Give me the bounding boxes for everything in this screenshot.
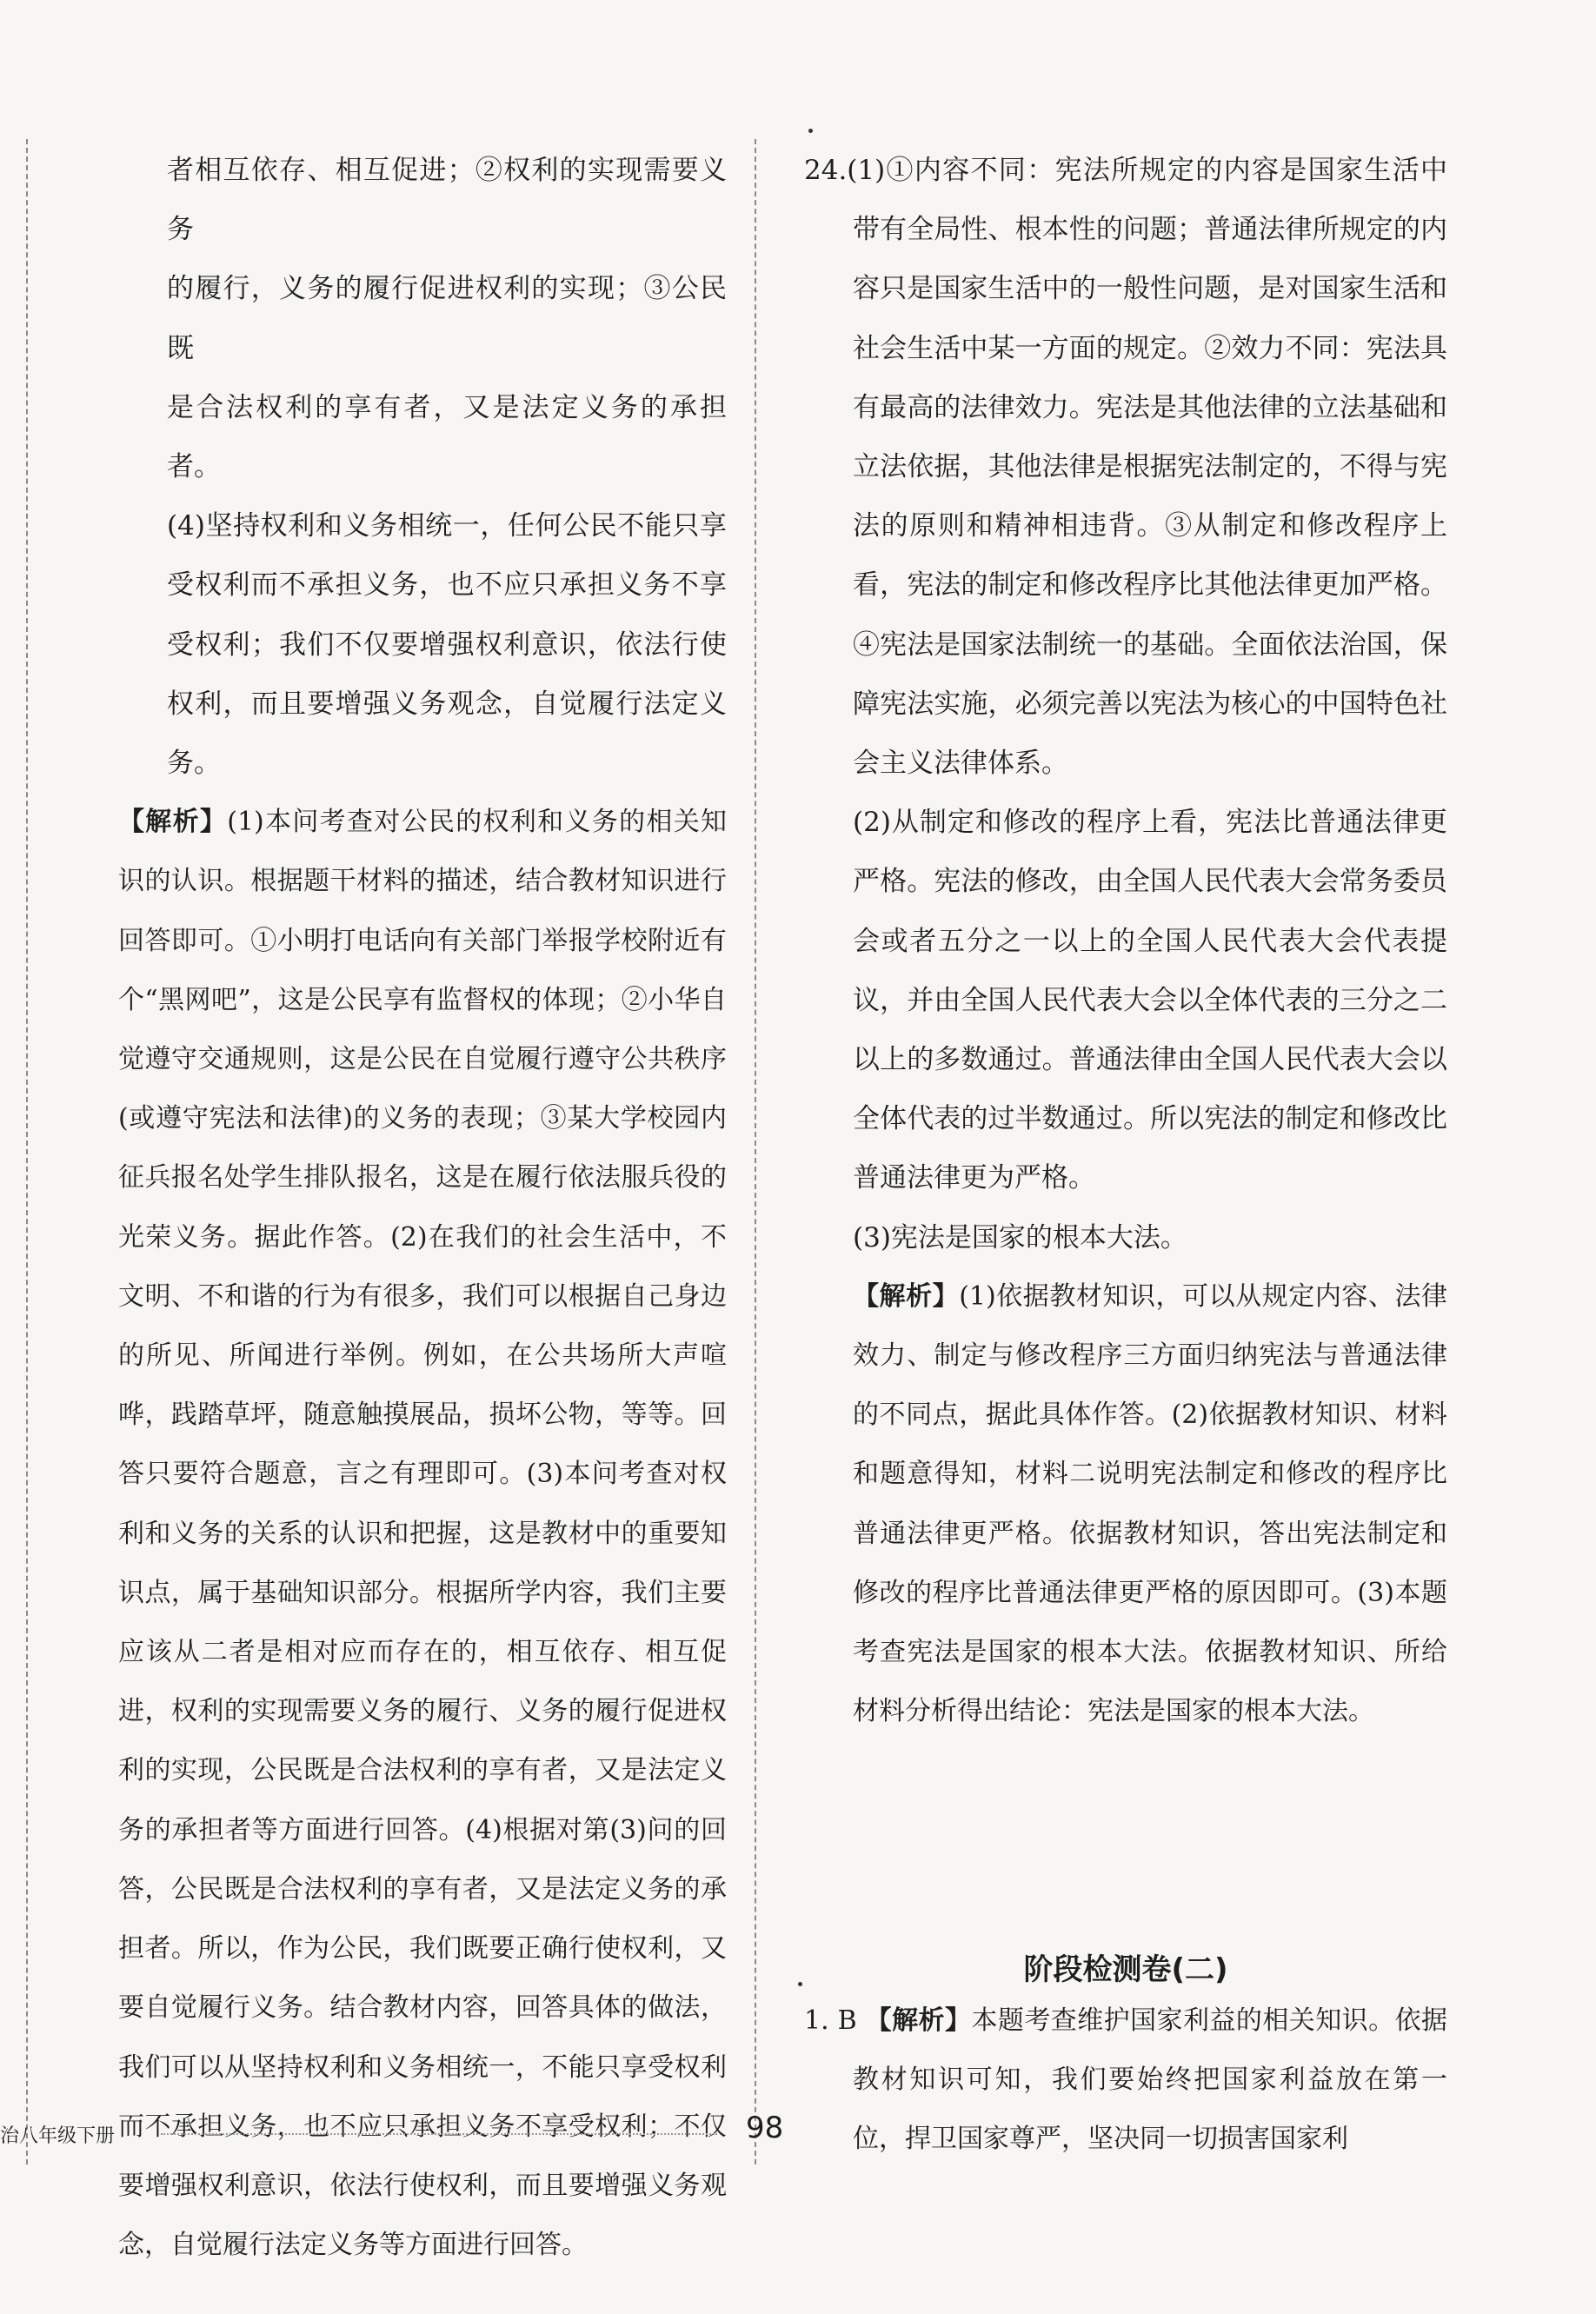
q1-prefix: 1. B: [804, 2005, 866, 2036]
answer-line: 是合法权利的享有者，又是法定义务的承担者。: [167, 391, 727, 483]
q1-text: 本题考查维护国家利益的相关知识。依据教材知识可知，我们要始终把国家利益放在第一位，捍卫国家尊严，坚决同一切损害国家利: [853, 2005, 1448, 2155]
q24-item-2: (2)从制定和修改的程序上看，宪法比普通法律更严格。宪法的修改，由全国人民代表大会常务委员会或者五分之一以上的全国人民代表大会代表提议，并由全国人民代表大会以全体代表的三分之二以上的多数通过。普通法律由全国人民代表大会以全体代表的过半数通过。所以宪法的制定和修改比普通法律更为严格。: [853, 807, 1447, 1194]
analysis-tag: 【解析】: [865, 2005, 972, 2036]
q24-item-3: (3)宪法是国家的根本大法。: [853, 1221, 1187, 1253]
answer-item-4: (4)坚持权利和义务相统一，任何公民不能只享受权利而不承担义务，也不应只承担义务不享受权利；我们不仅要增强权利意识，依法行使权利，而且要增强义务观念，自觉履行法定义务。: [167, 510, 727, 780]
q1-answer: [804, 1992, 1447, 2170]
q24-analysis: [804, 1267, 1447, 1742]
section-title: 阶段检测卷(二): [1023, 1952, 1228, 1987]
right-column: [804, 141, 1447, 1741]
answer-line: 者相互依存、相互促进；②权利的实现需要义务: [167, 155, 727, 246]
page-number: 98: [746, 2111, 784, 2145]
q24-item-1: 24.(1)①内容不同：宪法所规定的内容是国家生活中带有全局性、根本性的问题；普通法律所规定的内容只是国家生活中的一般性问题，是对国家生活和社会生活中某一方面的规定。②效力不同：宪法具有最高的法律效力。宪法是其他法律的立法基础和立法依据，其他法律是根据宪法制定的，不得与宪法的原则和精神相违背。③从制定和修改程序上看，宪法的制定和修改程序比其他法律更加严格。④宪法是国家法制统一的基础。全面依法治国，保障宪法实施，必须完善以宪法为核心的中国特色社会主义法律体系。: [804, 155, 1447, 780]
left-cut-line: [26, 139, 28, 2164]
footer-label: 治八年级下册: [0, 2125, 116, 2147]
print-dot: [798, 1982, 802, 1986]
analysis-text: (1)本问考查对公民的权利和义务的相关知识的认识。根据题干材料的描述，结合教材知识进行回答即可。①小明打电话向有关部门举报学校附近有个“黑网吧”，这是公民享有监督权的体现；②小华自觉遵守交通规则，这是公民在自觉履行遵守公共秩序(或遵守宪法和法律)的义务的表现；③某大学校园内征兵报名处学生排队报名，这是在履行依法服兵役的光荣义务。据此作答。(2)在我们的社会生活中，不文明、不和谐的行为有很多，我们可以根据自己身边的所见、所闻进行举例。例如，在公共场所大声喧哗，践踏草坪，随意触摸展品，损坏公物，等等。回答只要符合题意，言之有理即可。(3)本问考查对权利和义务的关系的认识和把握，这是教材中的重要知识点，属于基础知识部分。根据所学内容，我们主要应该从二者是相对应而存在的，相互依存、相互促进，权利的实现需要义务的履行、义务的履行促进权利的实现，公民既是合法权利的享有者，又是法定义务的承担者等方面进行回答。(4)根据对第(3)问的回答，公民既是合法权利的享有者，又是法定义务的承担者。所以，作为公民，我们既要正确行使权利，又要自觉履行义务。结合教材内容，回答具体的做法，我们可以从坚持权利和义务相统一，不能只享受权利而不承担义务，也不应只承担义务不享受权利；不仅要增强权利意识，依法行使权利，而且要增强义务观念，自觉履行法定义务等方面进行回答。: [118, 807, 728, 2261]
footer-rule: [161, 2133, 717, 2135]
analysis-block: [118, 793, 727, 2275]
analysis-text: (1)依据教材知识，可以从规定内容、法律效力、制定与修改程序三方面归纳宪法与普通法律的不同点，据此具体作答。(2)依据教材知识、材料和题意得知，材料二说明宪法制定和修改的程序比普通法律更严格。依据教材知识，答出宪法制定和修改的程序比普通法律更严格的原因即可。(3)本题考查宪法是国家的根本大法。依据教材知识、所给材料分析得出结论：宪法是国家的根本大法。: [853, 1280, 1448, 1727]
analysis-tag: 【解析】: [853, 1280, 960, 1312]
answer-line: 的履行，义务的履行促进权利的实现；③公民既: [167, 273, 727, 364]
middle-cut-line: [755, 139, 756, 2164]
print-dot: [808, 129, 813, 133]
analysis-tag: 【解析】: [118, 807, 228, 838]
left-column: [118, 141, 727, 2275]
question-1: [804, 1992, 1447, 2170]
